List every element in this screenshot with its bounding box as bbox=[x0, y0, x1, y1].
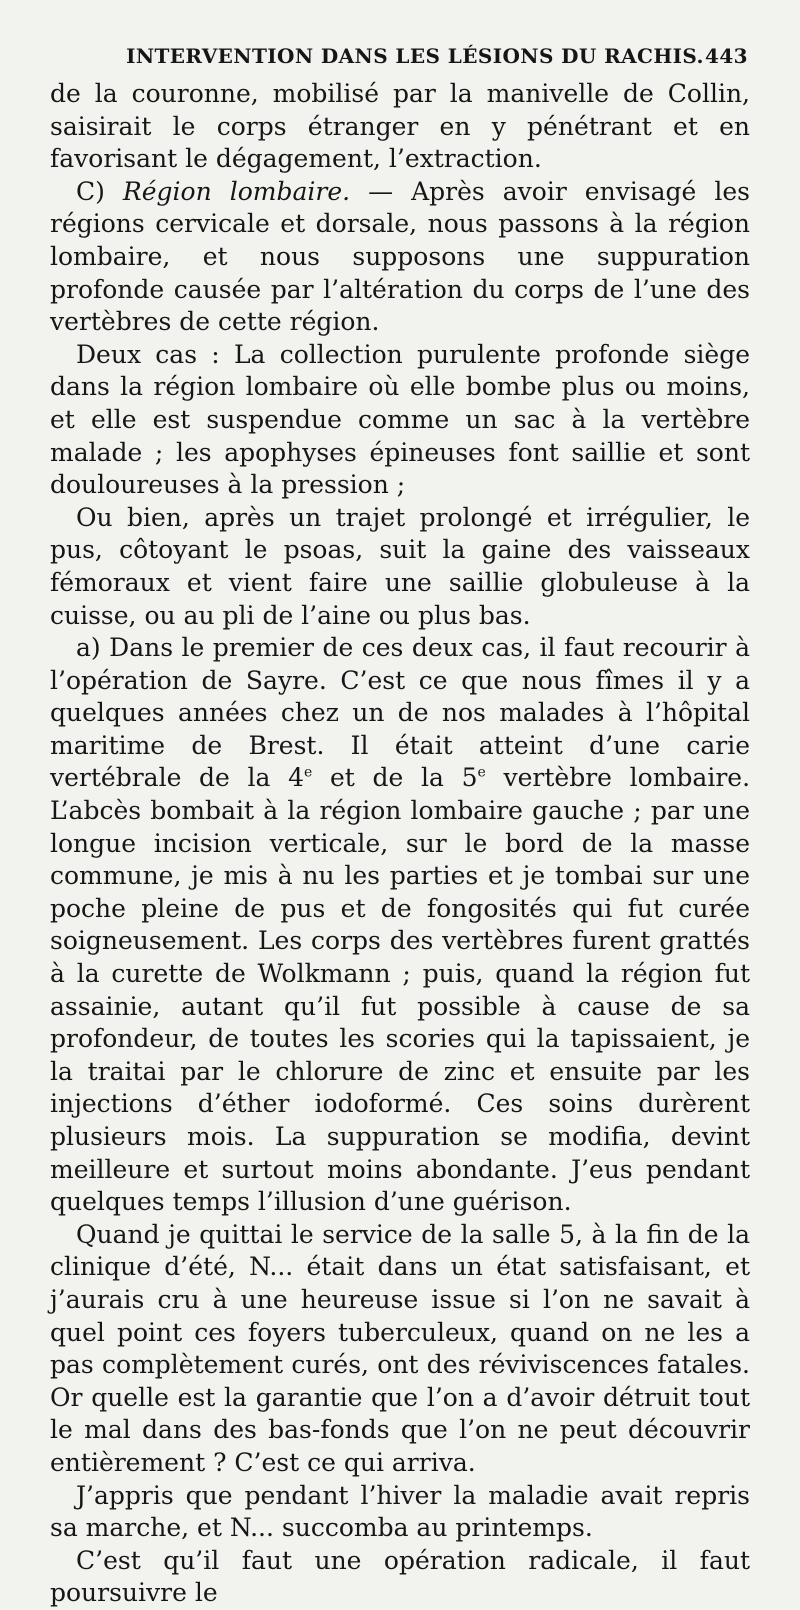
running-head bbox=[50, 44, 750, 78]
section-marker: C) bbox=[76, 176, 105, 206]
ordinal-superscript-1: e bbox=[304, 765, 313, 782]
paragraph-4: Ou bien, après un trajet prolongé et irrégulier, le pus, côtoyant le psoas, suit la gaine des vaisseaux fémoraux et vient faire une saillie globuleuse à la cuisse, ou au pli de l’aine ou plus bas. bbox=[50, 502, 750, 630]
paragraph-5 bbox=[50, 632, 750, 1219]
paragraph-8: C’est qu’il faut une opération radicale, il faut poursuivre le bbox=[50, 1545, 750, 1608]
paragraph-5-part-a: a) Dans le premier de ces deux cas, il faut recourir à l’opération de Sayre. C’est ce que nous fîmes il y a quelques années chez un de nos malades à l’hôpital maritime de Brest. Il était atteint d’une carie vertébrale de la 4 bbox=[50, 633, 750, 793]
paragraph-5-part-c: vertèbre lombaire. L’abcès bombait à la région lombaire gauche ; par une longue incision verticale, sur le bord de la masse commune, je mis à nu les parties et je tombai sur une poche pleine de pus et de fongosités qui fut curée soigneusement. Les corps des vertèbres furent grattés à la curette de Wolkmann ; puis, quand la région fut assainie, autant qu’il fut possible à cause de sa profondeur, de toutes les scories qui la tapissaient, je la traitai par le chlorure de zinc et ensuite par les injections d’éther iodoformé. Ces soins durèrent plusieurs mois. La suppuration se modifia, devint meilleure et surtout moins abondante. J’eus pendant quelques temps l’illusion d’une guérison. bbox=[50, 763, 751, 1217]
running-title: INTERVENTION DANS LES LÉSIONS DU RACHIS. bbox=[126, 44, 704, 68]
paragraph-5-part-b: et de la 5 bbox=[312, 763, 478, 793]
paragraph-3: Deux cas : La collection purulente profonde siège dans la région lombaire où elle bombe plus ou moins, et elle est suspendue comme un sac à la vertèbre malade ; les apophyses épineuses font saillie et sont douloureuses à la pression ; bbox=[50, 339, 750, 500]
ordinal-superscript-2: e bbox=[477, 765, 486, 782]
section-heading: Région lombaire. bbox=[122, 176, 351, 206]
paragraph-7: J’appris que pendant l’hiver la maladie avait repris sa marche, et N... succomba au printemps. bbox=[50, 1480, 750, 1543]
paragraph-2 bbox=[50, 176, 750, 339]
paragraph-2-text: — Après avoir envisagé les régions cervicale et dorsale, nous passons à la région lombaire, et nous supposons une suppuration profonde causée par l’altération du corps de l’une des vertèbres de cette région. bbox=[50, 176, 750, 337]
body-text bbox=[50, 78, 750, 1610]
paragraph-1: de la couronne, mobilisé par la manivelle de Collin, saisirait le corps étranger en y pénétrant et en favorisant le dégagement, l’extraction. bbox=[50, 79, 750, 174]
page-number: 443 bbox=[705, 44, 748, 68]
paragraph-6: Quand je quittai le service de la salle 5, à la fin de la clinique d’été, N... était dans un état satisfaisant, et j’aurais cru à une heureuse issue si l’on ne savait à quel point ces foyers tuberculeux, quand on ne les a pas complètement curés, ont des réviviscences fatales. Or quelle est la garantie que l’on a d’avoir détruit tout le mal dans des bas-fonds que l’on ne peut découvrir entièrement ? C’est ce qui arriva. bbox=[50, 1219, 750, 1477]
